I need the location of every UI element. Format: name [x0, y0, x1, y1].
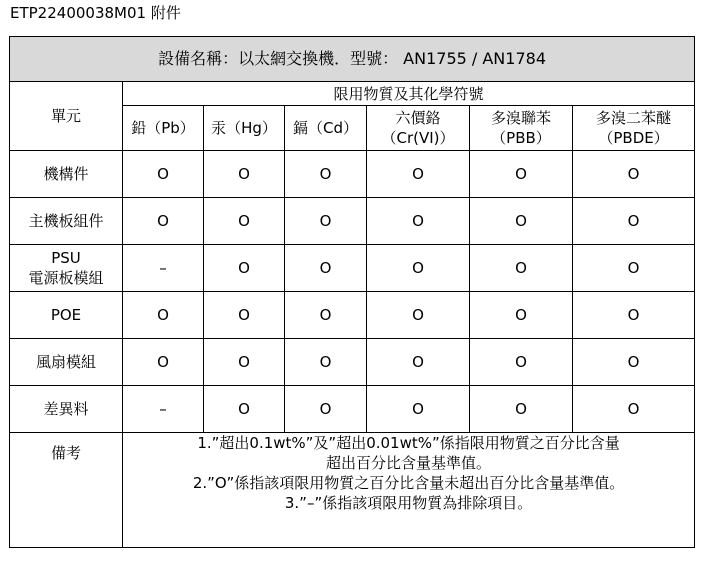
value-cell: O [367, 198, 470, 245]
remark-line: 超出百分比含量基準值。 [326, 454, 492, 472]
header-row [10, 82, 695, 106]
unit-cell: 差異料 [10, 386, 123, 433]
unit-cell: POE [10, 292, 123, 339]
remarks-row [10, 433, 695, 548]
value-cell: O [470, 386, 573, 433]
value-cell: O [285, 245, 367, 292]
table-row [10, 198, 695, 245]
substances-group-header: 限用物質及其化學符號 [123, 82, 695, 106]
value-cell: O [367, 151, 470, 198]
remark-line: 3.”–”係指該項限用物質為排除項目。 [284, 494, 533, 512]
remarks-label: 備考 [50, 444, 81, 462]
table-title-row [10, 37, 695, 82]
value-cell: O [204, 386, 285, 433]
value-cell: O [204, 292, 285, 339]
table-row [10, 386, 695, 433]
substance-header-pbb: 多溴聯苯 （PBB） [470, 106, 573, 151]
value-cell: O [285, 339, 367, 386]
substance-header-crvi: 六價鉻 （Cr(VI)） [367, 106, 470, 151]
value-cell: O [573, 151, 695, 198]
remarks-label-cell [10, 433, 123, 548]
substance-header-pb: 鉛（Pb） [123, 106, 204, 151]
value-cell: O [123, 339, 204, 386]
unit-cell: 風扇模組 [10, 339, 123, 386]
value-cell: O [573, 292, 695, 339]
value-cell: O [285, 386, 367, 433]
value-cell: O [204, 245, 285, 292]
value-cell: O [123, 292, 204, 339]
substance-header-hg: 汞（Hg） [204, 106, 285, 151]
unit-cell: PSU 電源板模組 [10, 245, 123, 292]
value-cell: O [285, 198, 367, 245]
value-cell: O [123, 198, 204, 245]
equipment-title: 設備名稱：以太網交換機．型號： AN1755 / AN1784 [10, 37, 695, 82]
unit-cell: 機構件 [10, 151, 123, 198]
value-cell: O [367, 339, 470, 386]
table-row [10, 292, 695, 339]
unit-header: 單元 [10, 82, 123, 151]
value-cell: O [204, 198, 285, 245]
substance-header-cd: 鎘（Cd） [285, 106, 367, 151]
value-cell: O [285, 151, 367, 198]
remark-line: 1.”超出0.1wt%”及”超出0.01wt%”係指限用物質之百分比含量 [197, 434, 620, 452]
remarks-text [123, 433, 695, 548]
table-row [10, 151, 695, 198]
rohs-substance-table [9, 36, 695, 548]
value-cell: O [367, 292, 470, 339]
unit-cell: 主機板組件 [10, 198, 123, 245]
remark-line: 2.”O”係指該項限用物質之百分比含量未超出百分比含量基準值。 [192, 474, 625, 492]
value-cell: O [470, 198, 573, 245]
table-row [10, 339, 695, 386]
value-cell: O [573, 245, 695, 292]
value-cell: O [470, 245, 573, 292]
value-cell: – [123, 245, 204, 292]
value-cell: O [204, 339, 285, 386]
value-cell: – [123, 386, 204, 433]
value-cell: O [470, 151, 573, 198]
table-row [10, 245, 695, 292]
value-cell: O [573, 198, 695, 245]
value-cell: O [367, 245, 470, 292]
document-code: ETP22400038M01 附件 [10, 4, 181, 22]
value-cell: O [123, 151, 204, 198]
value-cell: O [367, 386, 470, 433]
substance-header-pbde: 多溴二苯醚 （PBDE） [573, 106, 695, 151]
value-cell: O [470, 292, 573, 339]
value-cell: O [573, 386, 695, 433]
value-cell: O [204, 151, 285, 198]
value-cell: O [285, 292, 367, 339]
value-cell: O [470, 339, 573, 386]
value-cell: O [573, 339, 695, 386]
